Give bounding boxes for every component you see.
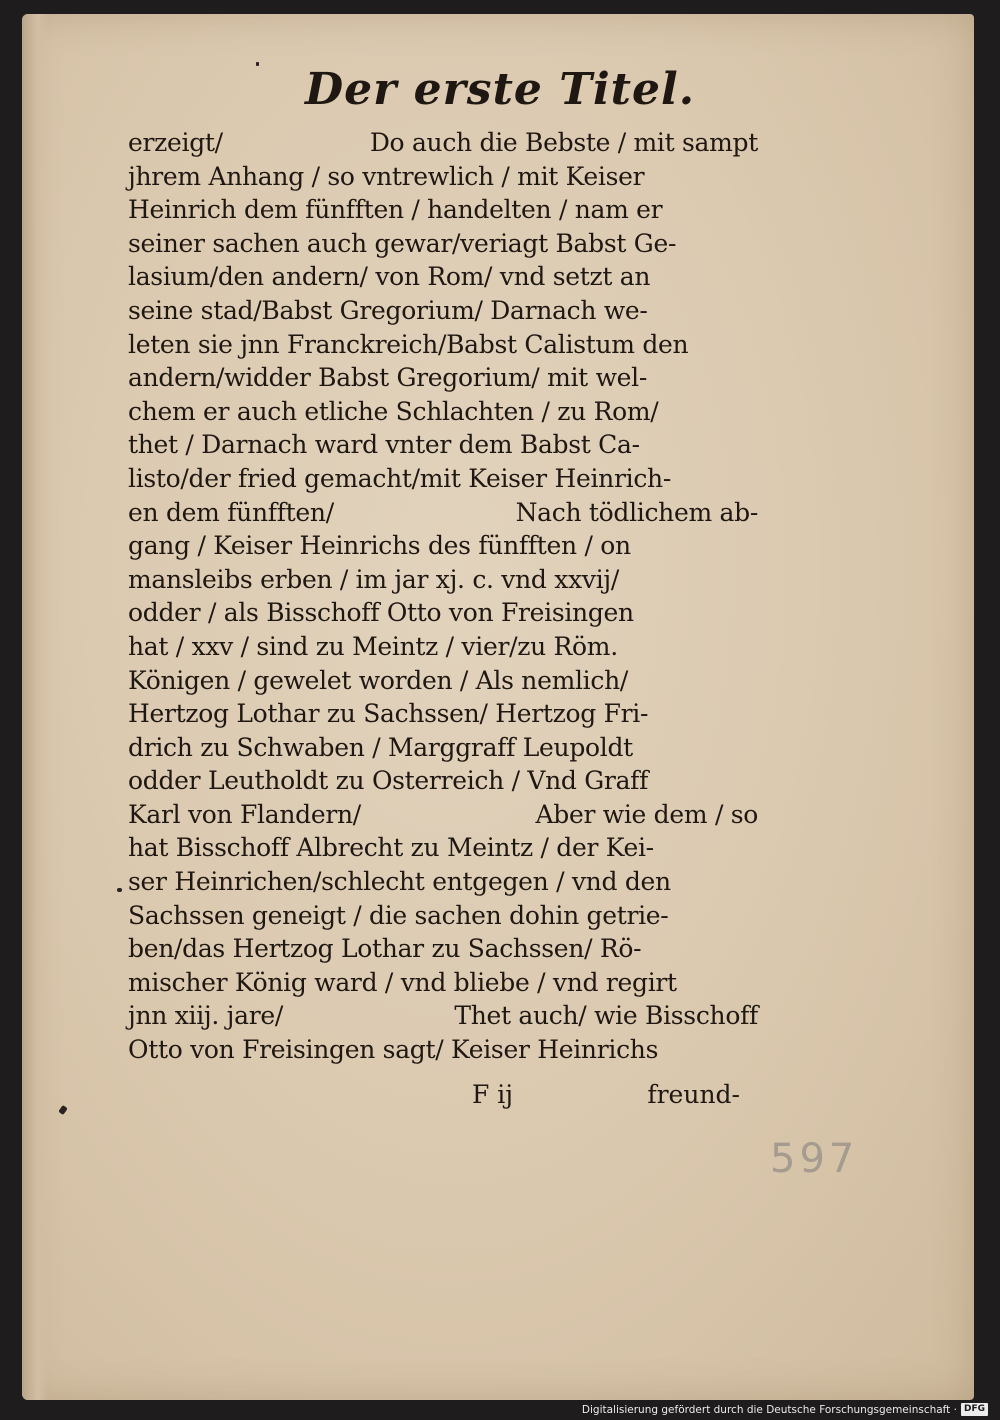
text-line bbox=[128, 162, 758, 196]
text-line-segment: odder / als Bisschoff Otto von Freisingen bbox=[128, 598, 634, 628]
binding-edge bbox=[22, 14, 48, 1400]
catchword: freund- bbox=[647, 1080, 740, 1109]
text-line bbox=[128, 666, 758, 700]
ink-speck bbox=[256, 62, 259, 66]
text-line bbox=[128, 699, 758, 733]
ink-speck bbox=[117, 888, 122, 892]
text-line-segment: erzeigt/ bbox=[128, 128, 223, 157]
text-line bbox=[128, 1001, 758, 1035]
text-line bbox=[128, 464, 758, 498]
text-line bbox=[128, 363, 758, 397]
digitization-credit bbox=[582, 1403, 988, 1416]
page-footer-line bbox=[128, 1080, 758, 1114]
text-line-segment: odder Leutholdt zu Osterreich / Vnd Graff bbox=[128, 766, 649, 796]
text-line-segment: Otto von Freisingen sagt/ Keiser Heinrichs bbox=[128, 1035, 659, 1065]
text-line-segment: listo/der fried gemacht/mit Keiser Heinrich- bbox=[128, 463, 671, 493]
text-line bbox=[128, 800, 758, 834]
text-line bbox=[128, 968, 758, 1002]
text-line-segment: lasium/den andern/ von Rom/ vnd setzt an bbox=[128, 262, 651, 292]
text-line-segment: gang / Keiser Heinrichs des fünfften / on bbox=[128, 531, 631, 561]
text-line bbox=[128, 1035, 758, 1069]
text-line-segment: Sachssen geneigt / die sachen dohin getrie- bbox=[128, 900, 669, 930]
text-line bbox=[128, 397, 758, 431]
text-line bbox=[128, 833, 758, 867]
text-line bbox=[128, 195, 758, 229]
text-line bbox=[128, 128, 758, 162]
text-line-segment: en dem fünfften/ bbox=[128, 497, 334, 527]
text-line-segment: hat / xxv / sind zu Meintz / vier/zu Röm. bbox=[128, 631, 618, 661]
text-line-segment: jhrem Anhang / so vntrewlich / mit Keiser bbox=[128, 161, 645, 191]
text-line-segment: jnn xiij. jare/ bbox=[128, 1001, 283, 1031]
credit-text: Digitalisierung gefördert durch die Deutsche Forschungsgemeinschaft · bbox=[581, 1403, 957, 1416]
text-line bbox=[128, 498, 758, 532]
text-line-segment: Thet auch/ wie Bisschoff bbox=[454, 1001, 758, 1031]
text-line bbox=[128, 430, 758, 464]
text-line bbox=[128, 867, 758, 901]
text-line-segment: andern/widder Babst Gregorium/ mit wel- bbox=[128, 363, 648, 393]
pencil-folio-number: 597 bbox=[770, 1136, 859, 1182]
text-line-segment: leten sie jnn Franckreich/Babst Calistum den bbox=[128, 329, 689, 359]
text-line-segment: ben/das Hertzog Lothar zu Sachssen/ Rö- bbox=[128, 934, 642, 964]
text-line-segment: Do auch die Bebste / mit sampt bbox=[369, 128, 758, 157]
dfg-logo-icon: DFG bbox=[961, 1403, 988, 1416]
text-line-segment: Heinrich dem fünfften / handelten / nam er bbox=[128, 195, 663, 225]
text-line-segment: Aber wie dem / so bbox=[535, 799, 758, 829]
text-line bbox=[128, 733, 758, 767]
text-line bbox=[128, 934, 758, 968]
text-line-segment: Nach tödlichem ab- bbox=[515, 497, 758, 527]
text-line-segment: thet / Darnach ward vnter dem Babst Ca- bbox=[128, 430, 640, 460]
text-line bbox=[128, 330, 758, 364]
text-line-segment: Karl von Flandern/ bbox=[128, 799, 361, 829]
signature-mark: F ij bbox=[472, 1080, 514, 1109]
text-line-segment: hat Bisschoff Albrecht zu Meintz / der Kei- bbox=[128, 833, 654, 863]
text-line bbox=[128, 229, 758, 263]
text-line bbox=[128, 296, 758, 330]
text-line bbox=[128, 766, 758, 800]
text-line-segment: chem er auch etliche Schlachten / zu Rom/ bbox=[128, 396, 659, 426]
text-line-segment: Hertzog Lothar zu Sachssen/ Hertzog Fri- bbox=[128, 699, 649, 729]
text-line bbox=[128, 565, 758, 599]
text-line bbox=[128, 598, 758, 632]
text-line bbox=[128, 632, 758, 666]
body-text bbox=[128, 128, 758, 1069]
text-line-segment: drich zu Schwaben / Marggraff Leupoldt bbox=[128, 732, 633, 762]
text-line bbox=[128, 531, 758, 565]
text-line-segment: mischer König ward / vnd bliebe / vnd regirt bbox=[128, 967, 677, 997]
text-line-segment: mansleibs erben / im jar xj. c. vnd xxvij/ bbox=[128, 564, 619, 594]
text-line-segment: Königen / gewelet worden / Als nemlich/ bbox=[128, 665, 629, 695]
page-heading: Der erste Titel. bbox=[304, 64, 696, 115]
text-line-segment: seiner sachen auch gewar/veriagt Babst Ge- bbox=[128, 228, 677, 258]
text-line-segment: seine stad/Babst Gregorium/ Darnach we- bbox=[128, 295, 648, 325]
text-line bbox=[128, 262, 758, 296]
text-line-segment: ser Heinrichen/schlecht entgegen / vnd den bbox=[128, 867, 671, 897]
text-line bbox=[128, 901, 758, 935]
